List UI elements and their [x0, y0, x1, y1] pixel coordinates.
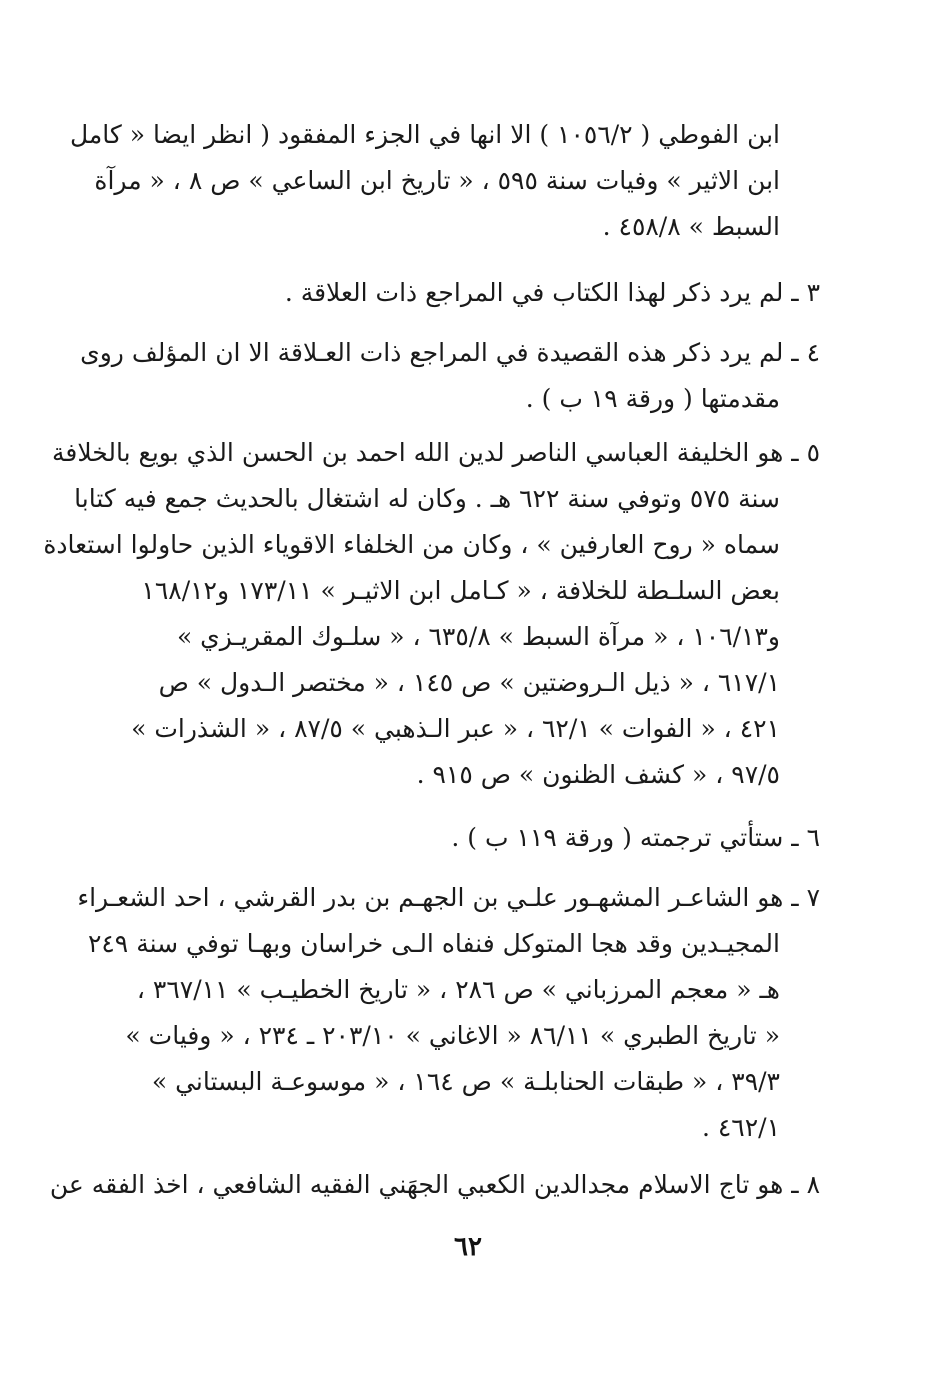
text-line: ٤٢١ ، « الفوات » ٦٢/١ ، « عبر الـذهبي » ٨٧/٥ ، « الشذرات » — [131, 714, 780, 743]
text-line: « تاريخ الطبري » ٨٦/١١ « الاغاني » ٢٠٣/١٠ ـ ٢٣٤ ، « وفيات » — [125, 1021, 780, 1050]
footnote-continuation — [69, 112, 820, 250]
text-line: ٨ ـ هو تاج الاسلام مجدالدين الكعبي الجهَني الفقيه الشافعي ، اخذ الفقه عن — [49, 1170, 820, 1199]
text-line: ٩٧/٥ ، « كشف الظنون » ص ٩١٥ . — [416, 760, 780, 789]
text-line: سماه « روح العارفين » ، وكان من الخلفاء الاقوياء الذين حاولوا استعادة — [43, 530, 780, 559]
text-line: المجيـدين وقد هجا المتوكل فنفاه الـى خراسان وبهـا توفي سنة ٢٤٩ — [87, 929, 780, 958]
text-line: السبط » ٤٥٨/٨ . — [602, 212, 780, 241]
footnote-8 — [49, 1162, 820, 1208]
footnote-4 — [80, 330, 820, 422]
text-line: ٣٩/٣ ، « طبقات الحنابلـة » ص ١٦٤ ، « موسوعـة البستاني » — [151, 1067, 780, 1096]
footnote-3 — [130, 270, 820, 316]
page-number: ٦٢ — [454, 1232, 482, 1262]
text-line: ٥ ـ هو الخليفة العباسي الناصر لدين الله احمد بن الحسن الذي بويع بالخلافة — [51, 438, 820, 467]
text-line: ٣ ـ لم يرد ذكر لهذا الكتاب في المراجع ذات العلاقة . — [284, 278, 820, 307]
text-line: و١٠٦/١٣ ، « مرآة السبط » ٦٣٥/٨ ، « سلـوك المقريـزي » — [176, 622, 780, 651]
text-line: ابن الاثير » وفيات سنة ٥٩٥ ، « تاريخ ابن الساعي » ص ٨ ، « مرآة — [94, 166, 780, 195]
footnote-7 — [77, 875, 820, 1151]
text-line: ٦١٧/١ ، « ذيل الـروضتين » ص ١٤٥ ، « مختصر الـدول » ص — [158, 668, 780, 697]
text-line: سنة ٥٧٥ وتوفي سنة ٦٢٢ هـ . وكان له اشتغال بالحديث جمع فيه كتابا — [74, 484, 780, 513]
footnote-5 — [43, 430, 820, 798]
text-line: هـ « معجم المرزباني » ص ٢٨٦ ، « تاريخ الخطيـب » ٣٦٧/١١ ، — [136, 975, 780, 1004]
text-line: ٤ ـ لم يرد ذكر هذه القصيدة في المراجع ذات العـلاقة الا ان المؤلف روى — [80, 338, 820, 367]
text-line: بعض السلـطة للخلافة ، « كـامل ابن الاثيـر » ١٧٣/١١ و١٦٨/١٢ — [141, 576, 780, 605]
text-line: ٧ ـ هو الشاعـر المشهـور علـي بن الجهـم بن بدر القرشي ، احد الشعـراء — [77, 883, 820, 912]
footnote-6 — [130, 815, 820, 861]
text-line: ابن الفوطي ( ١٠٥٦/٢ ) الا انها في الجزء المفقود ( انظر ايضا « كامل — [69, 120, 780, 149]
text-line: مقدمتها ( ورقة ١٩ ب ) . — [525, 384, 780, 413]
text-line: ٦ ـ ستأتي ترجمته ( ورقة ١١٩ ب ) . — [451, 823, 820, 852]
text-line: ٤٦٢/١ . — [701, 1113, 780, 1142]
